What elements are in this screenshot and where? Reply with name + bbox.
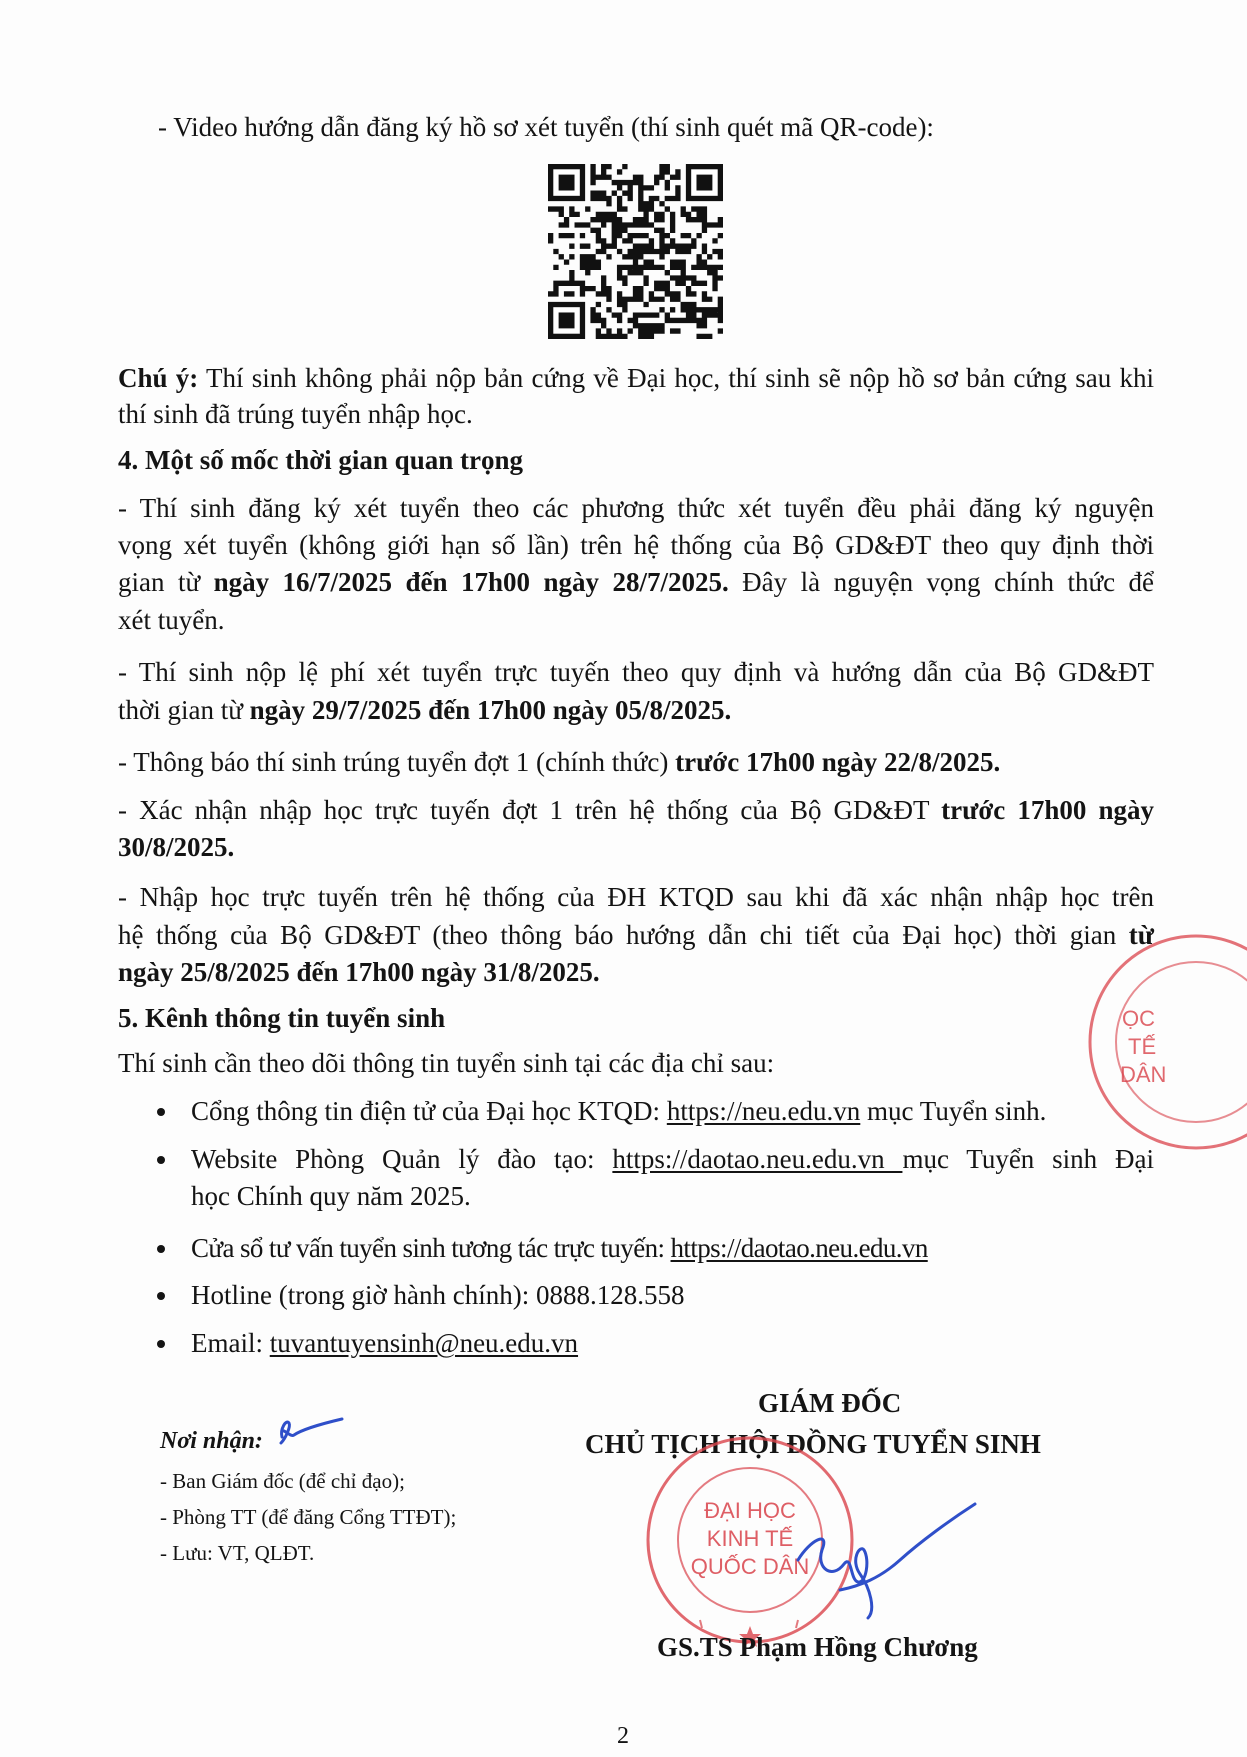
s4-p5-line2-pre: hệ thống của Bộ GD&ĐT (theo thông báo hướng dẫn chi tiết của Đại học) thời gian (118, 920, 1129, 950)
video-guide-line: - Video hướng dẫn đăng ký hồ sơ xét tuyển (thí sinh quét mã QR-code): (158, 112, 934, 142)
qr-code-icon[interactable] (548, 164, 723, 339)
s4-p5-line3: ngày 25/8/2025 đến 17h00 ngày 31/8/2025. (118, 957, 600, 987)
s4-p5-line1: - Nhập học trực tuyến trên hệ thống của ĐH KTQD sau khi đã xác nhận nhập học trên (118, 882, 1154, 912)
s4-p2-line1: - Thí sinh nộp lệ phí xét tuyển trực tuyến theo quy định và hướng dẫn của Bộ GD&ĐT (118, 657, 1154, 687)
channel-chat-label: Cửa sổ tư vấn tuyển sinh tương tác trực tuyến: (191, 1233, 671, 1263)
director-signature-icon (780, 1490, 980, 1645)
s4-p1-line3-pre: gian từ (118, 567, 214, 597)
s4-p4-text: - Xác nhận nhập học trực tuyến đợt 1 trên hệ thống của Bộ GD&ĐT (118, 795, 942, 825)
initials-signature-icon (276, 1413, 346, 1458)
channel-website-line2: học Chính quy năm 2025. (191, 1181, 471, 1211)
channel-website-label: Website Phòng Quản lý đào tạo: (191, 1144, 613, 1174)
s4-p2-line2-pre: thời gian từ (118, 695, 250, 725)
portal-link[interactable]: https://neu.edu.vn (666, 1096, 861, 1126)
channel-email-label: Email: (191, 1328, 270, 1358)
s4-p1-line1: - Thí sinh đăng ký xét tuyển theo các phương thức xét tuyển đều phải đăng ký nguyện (118, 493, 1154, 523)
email-link[interactable]: tuvantuyensinh@neu.edu.vn (269, 1328, 579, 1358)
bullet-icon (157, 1108, 165, 1116)
s4-p1-line3-post: Đây là nguyện vọng chính thức để (728, 567, 1155, 597)
s4-p4-line1 (118, 793, 1154, 827)
channel-item-hotline: Hotline (trong giờ hành chính): 0888.128.558 (191, 1280, 685, 1310)
bullet-icon (157, 1156, 165, 1164)
section-5-heading: 5. Kênh thông tin tuyển sinh (118, 1003, 446, 1033)
recipients-title: Nơi nhận: (160, 1428, 263, 1454)
channel-item-portal (191, 1094, 1046, 1128)
s4-p4-deadline: trước 17h00 ngày (941, 795, 1154, 825)
s4-p3-deadline: trước 17h00 ngày 22/8/2025. (675, 747, 1001, 777)
section-4-heading: 4. Một số mốc thời gian quan trọng (118, 445, 523, 475)
signer-name: GS.TS Phạm Hồng Chương (657, 1632, 978, 1662)
note-line-1 (118, 361, 1154, 395)
bullet-icon (157, 1245, 165, 1253)
note-text-2: thí sinh đã trúng tuyển nhập học. (118, 399, 473, 429)
channel-item-website (191, 1142, 1154, 1176)
page-number: 2 (617, 1723, 629, 1749)
side-stamp-line: TẾ (1128, 1034, 1157, 1059)
stamp-line: KINH TẾ (706, 1526, 794, 1551)
signature-title-director: GIÁM ĐỐC (758, 1388, 902, 1418)
s4-p3-line (118, 745, 1000, 779)
recipient-item: - Lưu: VT, QLĐT. (160, 1541, 315, 1565)
s4-p3-text: - Thông báo thí sinh trúng tuyển đợt 1 (chính thức) (118, 747, 676, 777)
stamp-line: ĐẠI HỌC (704, 1498, 796, 1523)
side-stamp-line: ỌC (1122, 1006, 1155, 1031)
recipient-item: - Ban Giám đốc (để chỉ đạo); (160, 1469, 405, 1493)
section-5-intro: Thí sinh cần theo dõi thông tin tuyển sinh tại các địa chỉ sau: (118, 1048, 775, 1078)
signature-title-chair: CHỦ TỊCH HỘI ĐỒNG TUYỂN SINH (585, 1429, 1041, 1459)
note-text-1: Thí sinh không phải nộp bản cứng về Đại học, thí sinh sẽ nộp hồ sơ bản cứng sau khi (198, 363, 1154, 393)
note-label: Chú ý: (118, 363, 199, 393)
s4-p5-line2 (118, 918, 1154, 952)
side-stamp-icon (1084, 930, 1247, 1165)
s4-p2-line2 (118, 693, 731, 727)
s4-p5-line2-bold: từ (1128, 920, 1154, 950)
bullet-icon (157, 1340, 165, 1348)
s4-p1-line4: xét tuyển. (118, 605, 225, 635)
recipient-item: - Phòng TT (để đăng Cổng TTĐT); (160, 1505, 457, 1529)
s4-p1-date-range: ngày 16/7/2025 đến 17h00 ngày 28/7/2025. (213, 567, 729, 597)
s4-p2-date-range: ngày 29/7/2025 đến 17h00 ngày 05/8/2025. (249, 695, 732, 725)
bullet-icon (157, 1292, 165, 1300)
s4-p4-line2: 30/8/2025. (118, 832, 235, 862)
channel-website-suffix: mục Tuyển sinh Đại (902, 1144, 1155, 1174)
stamp-line: QUỐC DÂN (690, 1554, 810, 1579)
website-link[interactable]: https://daotao.neu.edu.vn (612, 1144, 903, 1174)
channel-portal-suffix: mục Tuyển sinh. (860, 1096, 1047, 1126)
side-stamp-line: DÂN (1120, 1062, 1167, 1087)
channel-portal-label: Cổng thông tin điện tử của Đại học KTQD: (191, 1096, 667, 1126)
channel-item-email (191, 1326, 578, 1360)
s4-p1-line3 (118, 565, 1154, 599)
channel-item-chat (191, 1231, 928, 1265)
s4-p1-line2: vọng xét tuyển (không giới hạn số lần) trên hệ thống của Bộ GD&ĐT theo quy định thời (118, 530, 1154, 560)
chat-link[interactable]: https://daotao.neu.edu.vn (670, 1233, 928, 1263)
